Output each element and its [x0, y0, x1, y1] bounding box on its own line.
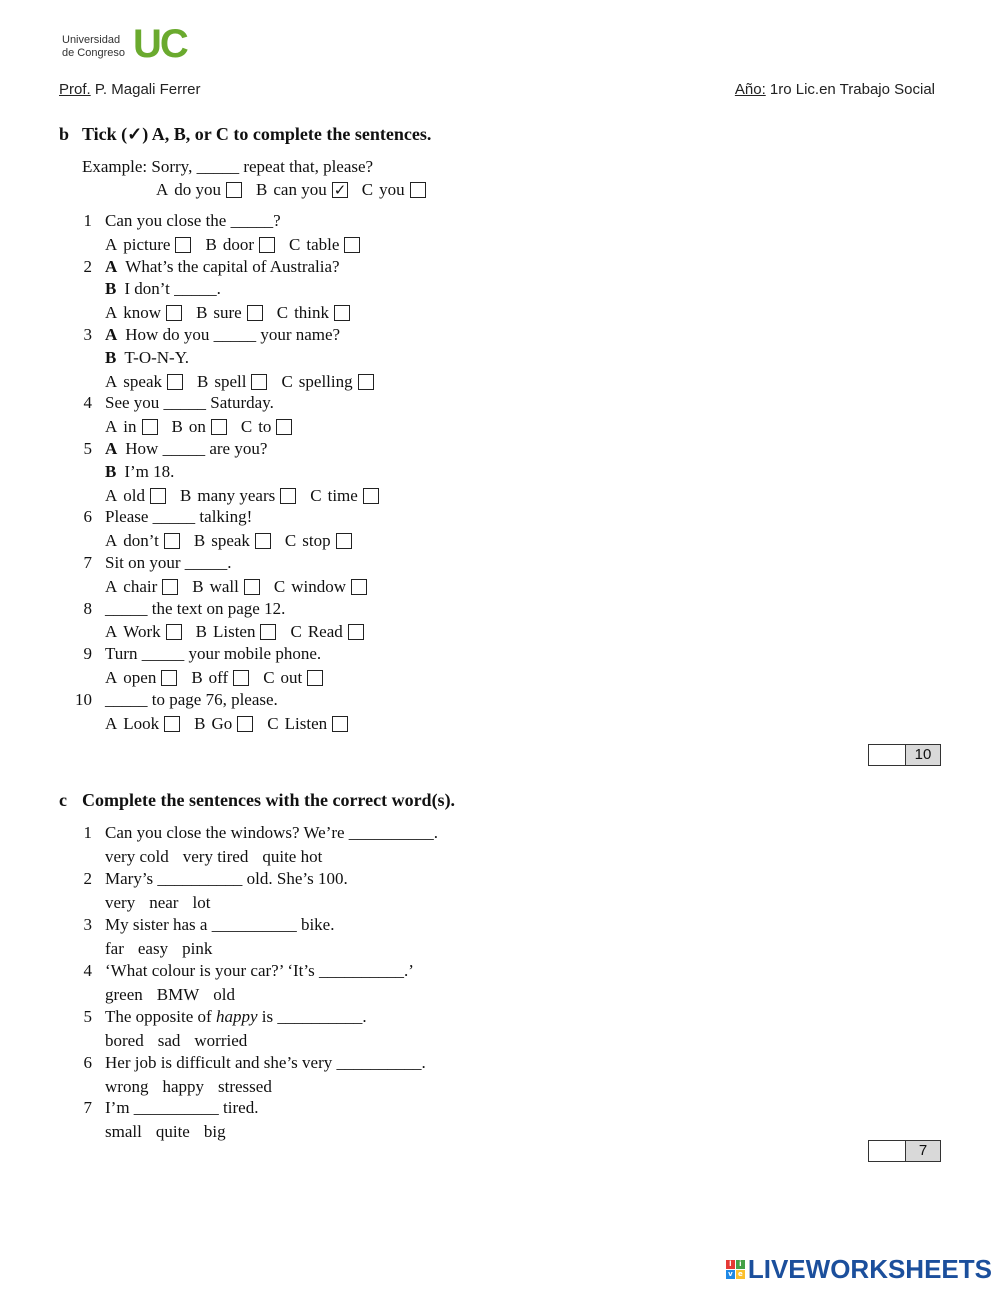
option-text: know	[123, 303, 162, 323]
option-text: don’t	[123, 531, 159, 551]
question-number: 2	[83, 256, 92, 276]
option-text: spelling	[298, 371, 353, 391]
word-choice[interactable]: easy	[137, 938, 169, 958]
option-letter: A	[105, 531, 118, 551]
prof-label: Prof.	[59, 81, 91, 98]
sentence	[105, 1097, 258, 1119]
answer-checkbox[interactable]	[150, 488, 166, 504]
sentence-text: I’m __________ tired.	[105, 1098, 259, 1118]
answer-checkbox[interactable]	[332, 716, 348, 732]
icon-tile: i	[736, 1260, 745, 1269]
question-line: See you _____ Saturday.	[105, 393, 274, 413]
answer-checkbox[interactable]	[166, 305, 182, 321]
question-number: 8	[83, 598, 92, 618]
option-letter: C	[310, 485, 322, 505]
question-text	[105, 278, 221, 300]
option-text: speak	[211, 531, 250, 551]
section-b-title	[59, 124, 431, 145]
answer-checkbox[interactable]	[175, 237, 191, 253]
option-text: Listen	[284, 713, 328, 733]
sentence	[105, 1052, 426, 1074]
option-letter: C	[290, 622, 302, 642]
sentence	[105, 914, 334, 936]
year-label: Año:	[734, 81, 766, 98]
option-text: picture	[123, 234, 171, 254]
option-letter: B	[192, 576, 204, 596]
year-line	[735, 81, 935, 98]
option-text: Work	[123, 622, 161, 642]
answer-checkbox[interactable]	[211, 419, 227, 435]
answer-checkbox[interactable]	[348, 624, 364, 640]
option-text: Look	[123, 713, 160, 733]
word-choice[interactable]: happy	[162, 1076, 204, 1096]
question-number: 2	[83, 868, 92, 888]
word-choice[interactable]: pink	[182, 938, 213, 958]
question-text	[105, 506, 252, 528]
option-text: speak	[123, 371, 162, 391]
question-number: 1	[83, 211, 92, 230]
answer-options	[105, 530, 366, 552]
option-letter: A	[105, 576, 118, 596]
option-letter: C	[276, 303, 289, 323]
logo-line-1: Universidad	[62, 34, 121, 46]
answer-checkbox[interactable]	[344, 237, 360, 253]
sentence-text: Can you close the windows? We’re __________.	[105, 823, 439, 842]
option-letter: C	[284, 531, 297, 551]
example-checkbox[interactable]	[332, 182, 348, 198]
score-input[interactable]	[869, 745, 906, 765]
answer-checkbox[interactable]	[351, 579, 367, 595]
word-choice[interactable]: near	[149, 892, 179, 912]
option-letter: B	[195, 622, 207, 642]
answer-checkbox[interactable]	[247, 305, 263, 321]
answer-checkbox[interactable]	[237, 716, 253, 732]
word-choice[interactable]: BMW	[156, 984, 200, 1004]
sentence	[105, 960, 414, 982]
option-text: open	[123, 668, 157, 687]
score-total: 7	[906, 1141, 940, 1161]
section-c-title	[59, 790, 455, 811]
question-number: 1	[83, 823, 92, 842]
answer-checkbox[interactable]	[280, 488, 296, 504]
word-choices	[105, 892, 224, 914]
option-text: Listen	[212, 622, 256, 642]
option-letter: C	[240, 417, 253, 437]
option-letter: A	[105, 485, 118, 505]
question-line: How _____ are you?	[125, 439, 268, 458]
option-letter: B	[194, 713, 206, 733]
answer-options	[105, 234, 374, 256]
word-choices	[105, 1076, 286, 1098]
answer-checkbox[interactable]	[358, 374, 374, 390]
option-letter: A	[156, 180, 169, 199]
answer-checkbox[interactable]	[233, 670, 249, 686]
answer-checkbox[interactable]	[336, 533, 352, 549]
question-number: 7	[83, 1098, 92, 1118]
word-choice[interactable]: very	[105, 892, 136, 912]
option-letter: C	[289, 234, 301, 254]
answer-options	[105, 416, 306, 438]
answer-checkbox[interactable]	[255, 533, 271, 549]
question-text	[105, 552, 232, 574]
question-line: What’s the capital of Australia?	[125, 256, 340, 276]
example-checkbox[interactable]	[226, 182, 242, 198]
answer-checkbox[interactable]	[307, 670, 323, 686]
option-letter: A	[105, 234, 118, 254]
answer-checkbox[interactable]	[166, 624, 182, 640]
section-c-instruction: Complete the sentences with the correct word(s).	[82, 790, 456, 810]
example-prompt: Example: Sorry, _____ repeat that, please?	[82, 157, 374, 176]
speaker-label: A	[105, 325, 118, 344]
option-text: on	[188, 417, 206, 437]
question-line: T-O-N-Y.	[124, 347, 190, 367]
answer-checkbox[interactable]	[164, 716, 180, 732]
answer-checkbox[interactable]	[363, 488, 379, 504]
option-letter: B	[171, 417, 183, 437]
answer-checkbox[interactable]	[167, 374, 183, 390]
speaker-label: B	[105, 347, 117, 367]
question-text	[105, 438, 267, 460]
question-line: _____ the text on page 12.	[105, 598, 286, 618]
option-text: to	[258, 417, 272, 437]
answer-checkbox[interactable]	[334, 305, 350, 321]
word-choice[interactable]: sad	[157, 1030, 181, 1050]
icon-tile: e	[736, 1270, 745, 1279]
sentence	[105, 868, 348, 890]
word-choices	[105, 938, 226, 960]
answer-options	[105, 576, 381, 598]
option-text: sure	[213, 303, 242, 323]
answer-checkbox[interactable]	[162, 579, 178, 595]
word-choices	[105, 846, 336, 868]
option-text: time	[327, 485, 358, 505]
option-letter: B	[205, 234, 217, 254]
word-choice[interactable]: quite	[155, 1122, 190, 1142]
speaker-label: A	[105, 256, 118, 276]
question-text	[105, 689, 278, 711]
speaker-label: B	[105, 279, 117, 299]
speaker-label: B	[105, 461, 117, 481]
option-text: wall	[209, 576, 239, 596]
answer-checkbox[interactable]	[251, 374, 267, 390]
option-text: old	[123, 485, 146, 505]
option-text: do you	[174, 180, 222, 199]
word-choice[interactable]: stressed	[218, 1076, 272, 1096]
sentence-italic: happy	[215, 1006, 258, 1026]
logo-line-2: de Congreso	[62, 47, 125, 59]
question-text	[105, 256, 340, 278]
question-text	[105, 210, 281, 232]
question-line: I don’t _____.	[124, 279, 221, 299]
question-line: Sit on your _____.	[105, 553, 232, 572]
option-text: you	[379, 180, 405, 199]
icon-tile: v	[726, 1270, 735, 1279]
score-input[interactable]	[869, 1141, 906, 1161]
sentence	[105, 1006, 367, 1028]
option-letter: C	[273, 576, 286, 596]
question-text	[105, 347, 189, 369]
example-options	[156, 179, 440, 201]
option-letter: A	[105, 303, 118, 323]
sentence-text: ‘What colour is your car?’ ‘It’s __________.’	[105, 960, 414, 980]
word-choice[interactable]: very cold	[105, 847, 169, 866]
option-text: can you	[273, 180, 327, 199]
liveworksheets-logo	[726, 1254, 992, 1285]
answer-checkbox[interactable]	[142, 419, 158, 435]
question-number: 6	[83, 507, 92, 527]
question-number: 9	[83, 644, 92, 664]
answer-checkbox[interactable]	[260, 624, 276, 640]
answer-checkbox[interactable]	[276, 419, 292, 435]
icon-tile: l	[726, 1260, 735, 1269]
option-text: spell	[214, 371, 247, 391]
option-letter: C	[267, 713, 279, 733]
word-choice[interactable]: big	[203, 1122, 226, 1142]
option-letter: B	[193, 531, 206, 551]
option-text: door	[222, 234, 254, 254]
question-number: 3	[83, 325, 92, 344]
year-value: 1ro Lic.en Trabajo Social	[765, 81, 935, 98]
question-number: 10	[75, 689, 92, 709]
sentence-text-end: is __________.	[257, 1006, 367, 1026]
word-choice[interactable]: lot	[192, 892, 211, 912]
option-text: in	[123, 417, 137, 437]
option-text: Read	[307, 622, 343, 642]
sentence-text: Her job is difficult and she’s very __________.	[105, 1052, 426, 1072]
question-number: 5	[83, 1006, 92, 1026]
option-letter: B	[196, 303, 208, 323]
option-text: many years	[197, 485, 276, 505]
uc-logo-mark: UC	[133, 22, 187, 66]
answer-options	[105, 302, 364, 324]
option-letter: B	[256, 180, 268, 199]
option-text: stop	[302, 531, 331, 551]
answer-options	[105, 485, 393, 507]
option-letter: B	[191, 668, 203, 687]
answer-checkbox[interactable]	[244, 579, 260, 595]
section-b-letter: b	[59, 124, 70, 144]
option-text: table	[306, 234, 340, 254]
answer-checkbox[interactable]	[161, 670, 177, 686]
option-text: think	[294, 303, 330, 323]
answer-options	[105, 621, 378, 643]
question-number: 4	[83, 960, 92, 980]
sentence-text: Mary’s __________ old. She’s 100.	[105, 868, 348, 888]
question-text	[105, 324, 340, 346]
option-letter: A	[105, 668, 118, 687]
question-number: 6	[83, 1052, 92, 1072]
section-b-instruction: Tick (✓) A, B, or C to complete the sentences.	[82, 124, 432, 144]
question-line: How do you _____ your name?	[125, 325, 341, 344]
option-letter: C	[263, 668, 275, 687]
question-number: 7	[83, 553, 92, 572]
question-text	[105, 392, 274, 414]
option-letter: A	[105, 371, 118, 391]
question-line: Can you close the _____?	[105, 211, 281, 230]
option-letter: C	[361, 180, 374, 199]
option-letter: B	[197, 371, 209, 391]
answer-options	[105, 667, 337, 689]
sentence	[105, 822, 438, 844]
score-total: 10	[906, 745, 940, 765]
question-number: 4	[83, 393, 92, 413]
option-letter: B	[180, 485, 192, 505]
word-choice[interactable]: far	[105, 938, 124, 958]
option-text: chair	[123, 576, 158, 596]
option-letter: A	[105, 713, 118, 733]
word-choice[interactable]: quite hot	[262, 847, 323, 866]
option-letter: A	[105, 622, 118, 642]
example-checkbox[interactable]	[410, 182, 426, 198]
prof-name: P. Magali Ferrer	[90, 81, 201, 98]
question-text	[105, 598, 285, 620]
word-choice[interactable]: green	[105, 984, 143, 1004]
question-line: I’m 18.	[124, 461, 175, 481]
word-choices	[105, 1030, 261, 1052]
option-text: window	[291, 576, 347, 596]
question-text	[105, 461, 174, 483]
question-line: Please _____ talking!	[105, 507, 253, 527]
option-letter: A	[105, 417, 118, 437]
answer-checkbox[interactable]	[164, 533, 180, 549]
word-choice[interactable]: bored	[105, 1030, 144, 1050]
word-choice[interactable]: very tired	[182, 847, 249, 866]
liveworksheets-brand: LIVEWORKSHEETS	[747, 1254, 992, 1284]
question-text	[105, 643, 321, 665]
question-line: _____ to page 76, please.	[105, 689, 278, 709]
section-c-letter: c	[59, 790, 67, 810]
word-choices	[105, 984, 249, 1006]
option-text: off	[208, 668, 229, 687]
word-choices	[105, 1121, 240, 1143]
answer-options	[105, 713, 362, 735]
word-choice[interactable]: wrong	[105, 1076, 149, 1096]
option-letter: C	[281, 371, 293, 391]
sentence-text: My sister has a __________ bike.	[105, 914, 335, 934]
university-logo-text	[62, 34, 125, 60]
option-text: Go	[211, 713, 233, 733]
sentence-text: The opposite of	[105, 1006, 216, 1026]
section-c-score-box	[868, 1140, 941, 1162]
word-choice[interactable]: old	[213, 984, 235, 1004]
question-line: Turn _____ your mobile phone.	[105, 644, 322, 664]
question-number: 3	[83, 914, 92, 934]
question-number: 5	[83, 439, 92, 458]
word-choice[interactable]: worried	[194, 1030, 248, 1050]
liveworksheets-icon	[726, 1260, 745, 1279]
option-text: out	[280, 668, 303, 687]
section-b-score-box	[868, 744, 941, 766]
word-choice[interactable]: small	[105, 1122, 142, 1142]
answer-options	[105, 371, 388, 393]
speaker-label: A	[105, 439, 118, 458]
answer-checkbox[interactable]	[259, 237, 275, 253]
professor-line	[59, 81, 200, 98]
